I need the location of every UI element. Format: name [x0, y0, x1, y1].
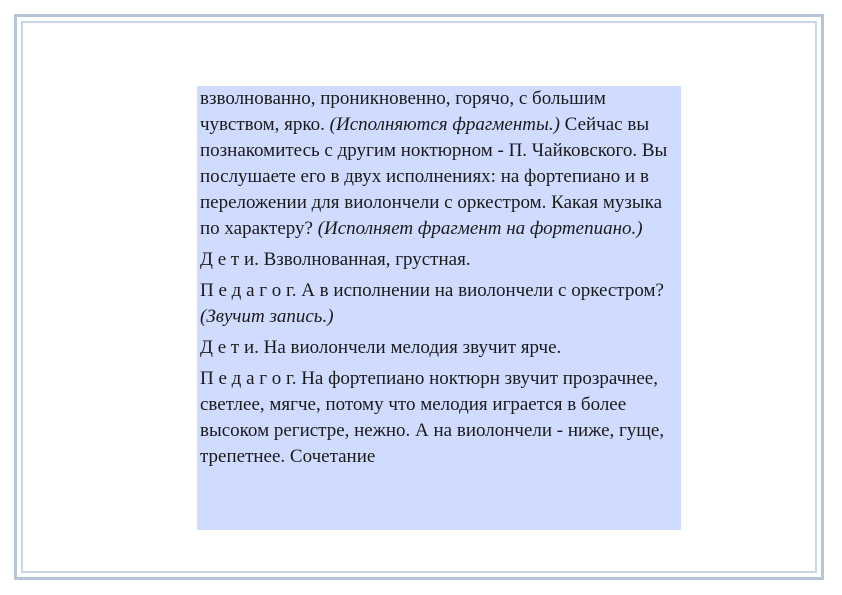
- paragraph-3-speaker: П е д а г о г.: [200, 280, 297, 301]
- paragraph-2-text: Взволнованная, грустная.: [258, 249, 471, 270]
- paragraph-4-text: На виолончели мелодия звучит ярче.: [258, 337, 562, 358]
- paragraph-1-continuation: Сейчас вы познакомитесь с другим ноктюрном - П. Чайковского. Вы послушаете его в двух исполнениях: на фортепиано и в переложении для виолончели с оркестром. Какая музыка по характеру?: [200, 114, 668, 239]
- text-box: [197, 86, 681, 530]
- paragraph-1-note: (Исполняются фрагменты.): [329, 114, 560, 135]
- paragraph-3: [200, 278, 678, 330]
- paragraph-4-speaker: Д е т и.: [200, 337, 259, 358]
- paragraph-1: [200, 86, 678, 242]
- paragraph-3-text: А в исполнении на виолончели с оркестром?: [296, 280, 664, 301]
- paragraph-5-speaker: П е д а г о г.: [200, 368, 297, 389]
- paragraph-4: [200, 335, 678, 361]
- paragraph-5-text: На фортепиано ноктюрн звучит прозрачнее, светлее, мягче, потому что мелодия играется в более высоком регистре, нежно. А на виолончели - ниже, гуще, трепетнее. Сочетание: [200, 368, 665, 467]
- paragraph-2: [200, 247, 678, 273]
- paragraph-5: [200, 366, 678, 470]
- paragraph-2-speaker: Д е т и.: [200, 249, 259, 270]
- paragraph-1-text: взволнованно, проникновенно, горячо, с большим чувством, ярко.: [200, 88, 606, 135]
- paragraph-3-note: (Звучит запись.): [200, 306, 334, 327]
- paragraph-1-note-2: (Исполняет фрагмент на фортепиано.): [317, 218, 643, 239]
